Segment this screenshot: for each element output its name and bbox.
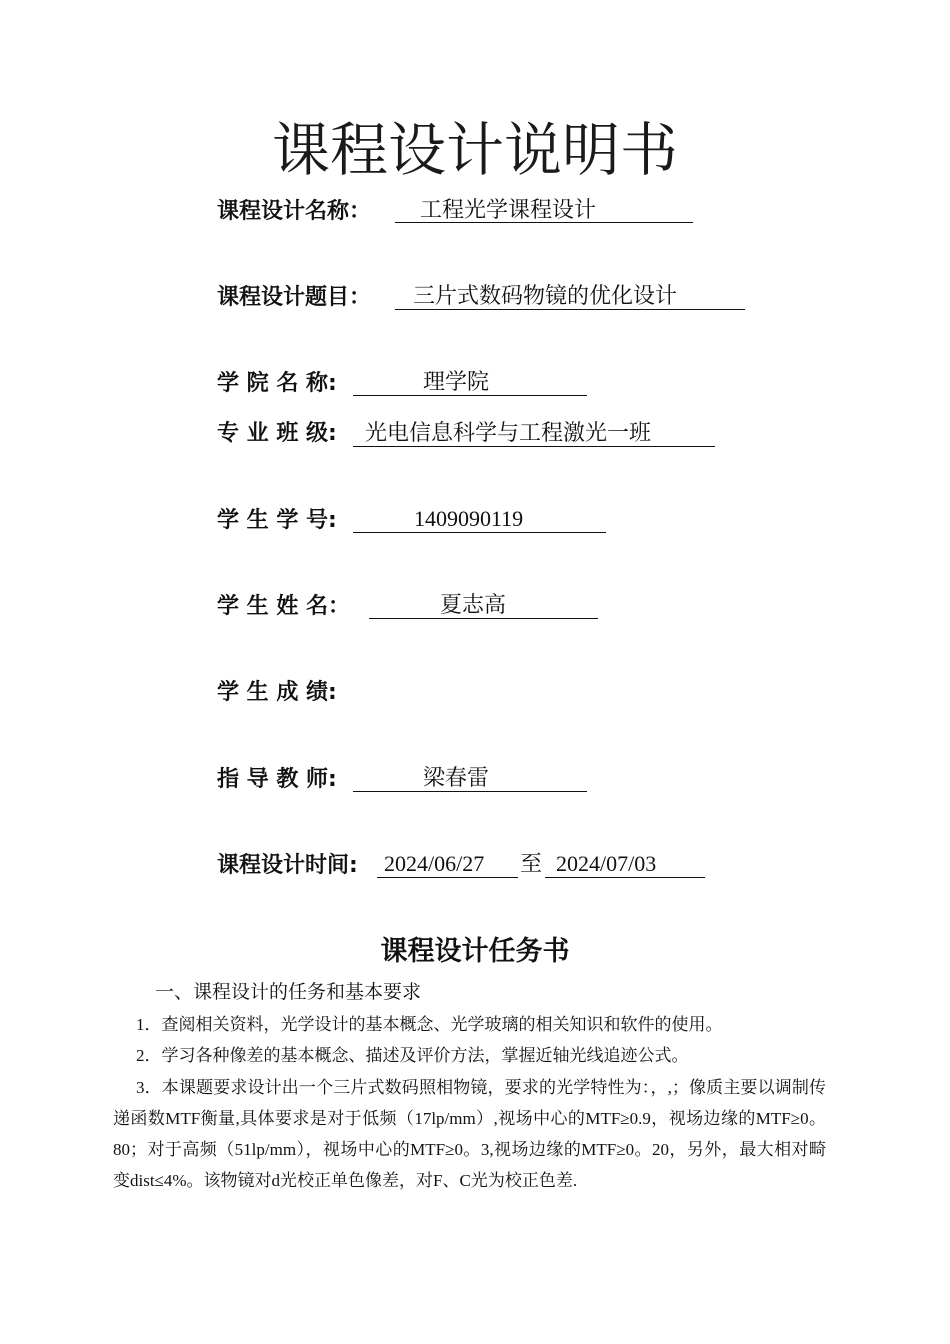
field-label-student-id: 学 生 学 号: xyxy=(217,508,337,533)
field-value-advisor: 梁春雷 xyxy=(423,765,490,790)
design-time-end: 2024/07/03 xyxy=(556,851,657,876)
field-label-design-time: 课程设计时间: xyxy=(217,853,358,878)
section-heading: 一、课程设计的任务和基本要求 xyxy=(155,981,422,1003)
task-book-title: 课程设计任务书 xyxy=(380,936,570,967)
field-label-grade: 学 生 成 绩: xyxy=(217,680,337,705)
field-value-student-id: 1409090119 xyxy=(414,506,524,531)
requirement-item-3: 3．本课题要求设计出一个三片式数码照相物镜，要求的光学特性为：，,；像质主要以调制传递函数MTF衡量,具体要求是对于低频（17lp/mm）,视场中心的MTF≥0.9，视场边缘的MTF≥0。80；对于高频（51lp/mm），视场中心的MTF≥0。3,视场边缘的MTF≥0。20，另外，最大相对畸变dist≤4%。该物镜对d光校正单色像差，对F、C光为校正色差. xyxy=(113,1078,826,1190)
field-value-college: 理学院 xyxy=(423,369,490,394)
field-label-course-topic: 课程设计题目： xyxy=(217,285,372,310)
field-label-major-class: 专 业 班 级: xyxy=(217,421,337,446)
design-time-start: 2024/06/27 xyxy=(384,851,485,876)
field-label-college: 学 院 名 称: xyxy=(217,371,337,396)
field-value-course-name: 工程光学课程设计 xyxy=(420,197,597,222)
field-label-course-name: 课程设计名称： xyxy=(217,199,372,224)
document-title: 课程设计说明书 xyxy=(271,116,678,184)
requirement-item-1: 1．查阅相关资料，光学设计的基本概念、光学玻璃的相关知识和软件的使用。 xyxy=(136,1015,723,1034)
design-time-separator: 至 xyxy=(520,851,543,876)
field-value-course-topic: 三片式数码物镜的优化设计 xyxy=(413,283,678,308)
field-value-major-class: 光电信息科学与工程激光一班 xyxy=(365,420,652,445)
requirement-item-2: 2．学习各种像差的基本概念、描述及评价方法，掌握近轴光线追迹公式。 xyxy=(136,1046,689,1065)
field-value-student-name: 夏志高 xyxy=(440,592,507,617)
field-label-advisor: 指 导 教 师: xyxy=(217,767,337,792)
field-label-student-name: 学 生 姓 名： xyxy=(217,594,350,619)
